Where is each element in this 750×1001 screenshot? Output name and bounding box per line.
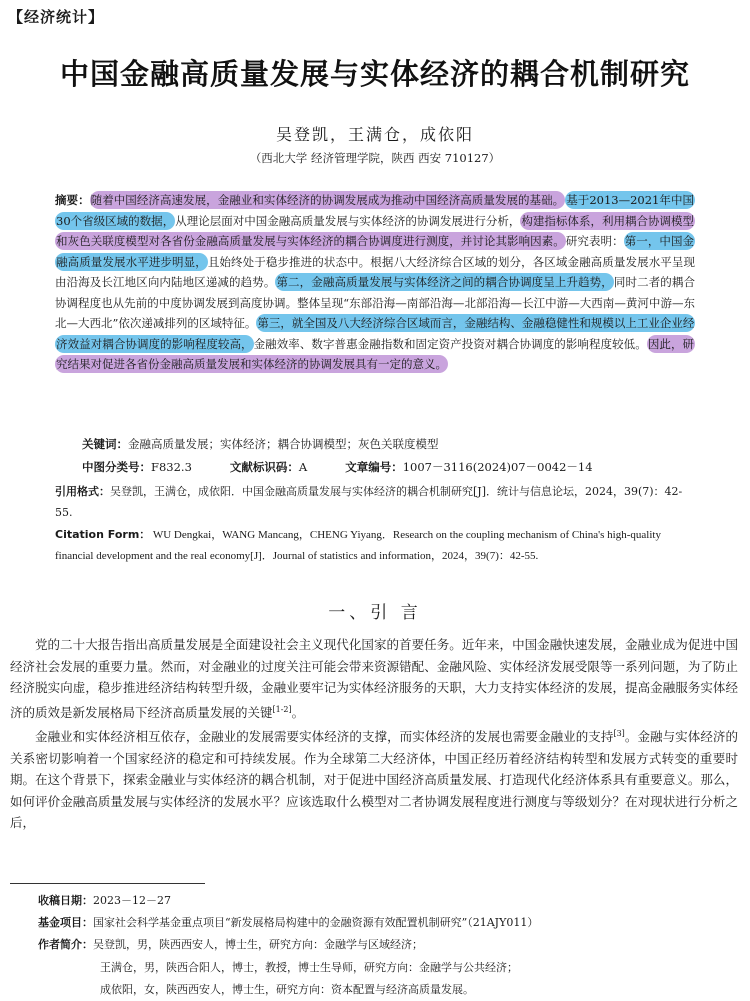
paper-title: 中国金融高质量发展与实体经济的耦合机制研究 (59, 57, 690, 91)
abstract-label: 摘要： (55, 193, 90, 207)
abstract-s2b: 从理论层面对中国金融高质量发展与实体经济的协调发展进行分析， (175, 213, 521, 228)
citation-en-label: Citation Form： (55, 528, 151, 541)
body-paragraph (10, 634, 738, 723)
keywords-text: 金融高质量发展；实体经济；耦合协调模型；灰色关联度模型 (128, 437, 439, 451)
author-bio-label: 作者简介： (38, 938, 93, 951)
fund-value: 国家社会科学基金重点项目“新发展格局构建中的金融资源有效配置机制研究”（21AJY011） (93, 916, 539, 929)
clc-value: F832.3 (151, 460, 192, 474)
citation-cn-text: 吴登凯，王满仓，成依阳．中国金融高质量发展与实体经济的耦合机制研究[J]．统计与信息论坛，2024，39(7)：42-55. (55, 485, 683, 519)
fund-label: 基金项目： (38, 916, 93, 929)
doc-code-value: A (298, 460, 308, 474)
column-tag: 【经济统计】 (8, 8, 105, 26)
highlight-abstract-s5a: 第三，就全国及八大经济综合区域而言，金融结构、金融稳健性和规模以上工业企业经济效益对耦合协调度的影响程度较高， (56, 316, 695, 351)
body-p2a-text: 金融业和实体经济相互依存，金融业的发展需要实体经济的支撑，而实体经济的发展也需要金融业的支持 (35, 729, 614, 745)
abstract-s3c: 且始终处于稳步推进的状态中。根据八大经济综合区域的划分，各区域金融高质量发展水平呈现由沿海及长江地区向内陆地区递减的趋势。 (55, 254, 695, 289)
highlight-abstract-s2a: 基于2013—2021年中国30个省级区域的数据， (56, 193, 695, 228)
clc-label: 中图分类号： (82, 460, 151, 474)
highlight-abstract-s6: 因此，研究结果对促进各省份金融高质量发展和实体经济的协调发展具有一定的意义。 (56, 336, 695, 371)
highlight-abstract-s1: 随着中国经济高速发展，金融业和实体经济的协调发展成为推动中国经济高质量发展的基础。 (90, 193, 565, 207)
abstract (55, 190, 695, 375)
author-bio-1: 吴登凯，男，陕西西安人，博士生，研究方向：金融学与区域经济； (93, 938, 423, 951)
doc-code-label: 文献标识码： (229, 460, 299, 474)
abstract-s4b: 同时二者的耦合协调程度也从先前的中度协调发展到高度协调。整体呈现“东部沿海—南部沿海—北部沿海—长江中游—大西南—黄河中游—东北—大西北”依次递减排列的区域特征。 (55, 275, 696, 330)
affiliation: （西北大学 经济管理学院，陕西 西安 710127） (249, 151, 501, 165)
author-list: 吴登凯，王满仓，成依阳 (275, 125, 474, 144)
highlight-abstract-s3b: 第一，中国金融高质量发展水平进步明显， (56, 234, 695, 269)
keywords-label: 关键词： (82, 437, 128, 451)
body-p1-text: 党的二十大报告指出高质量发展是全面建设社会主义现代化国家的首要任务。近年来，中国金融快速发展，金融业成为促进中国经济社会发展的重要力量。然而，对金融业的过度关注可能会带来资源错配、金融风险、实体经济发展受限等一系列问题，为了防止经济脱实向虚，稳步推进经济结构转型升级，金融业要牢记为实体经济服务的天职，大力支持实体经济的发展，提高金融服务实体经济的质效是新发展格局下经济高质量发展的关键 (10, 637, 738, 720)
author-bio (38, 934, 738, 956)
reference-marker: [1-2] (272, 704, 292, 714)
received-label: 收稿日期： (38, 894, 93, 907)
section-heading: 一、引 言 (328, 603, 422, 623)
fund-info (38, 912, 738, 934)
author-bio-3: 成依阳，女，陕西西安人，博士生，研究方向：资本配置与经济高质量发展。 (100, 983, 474, 996)
body-text (10, 634, 738, 834)
citation-cn (55, 481, 695, 523)
body-paragraph (10, 723, 738, 834)
keywords (82, 434, 722, 454)
footnote-divider (10, 883, 205, 884)
body-p2b-text: 。金融与实体经济的关系密切影响着一个国家经济的稳定和可持续发展。作为全球第二大经济体，中国正经历着经济结构转型和发展方式转变的重要时期。在这个背景下，探索金融业与实体经济的耦合机制，对于促进中国经济高质量发展、打造现代化经济体系具有重要意义。那么，如何评价金融高质量发展与实体经济的发展水平？应该选取什么模型对二者协调发展程度进行测度与等级划分？在对现状进行分析之后， (10, 729, 738, 831)
received-value: 2023－12－27 (93, 894, 171, 907)
abstract-s3a: 研究表明： (565, 234, 624, 248)
classification-line (82, 457, 722, 477)
citation-cn-label: 引用格式： (55, 485, 110, 498)
citation-en (55, 524, 695, 567)
received-date (38, 890, 738, 912)
abstract-s5b: 金融效率、数字普惠金融指数和固定资产投资对耦合协调度的影响程度较低。 (253, 336, 647, 351)
reference-marker: [3] (613, 729, 625, 739)
highlight-abstract-s2c: 构建指标体系，利用耦合协调模型和灰色关联度模型对各省份金融高质量发展与实体经济的耦合协调度进行测度，并讨论其影响因素。 (56, 213, 694, 248)
body-p1-end: 。 (291, 704, 305, 720)
author-bio-2: 王满仓，男，陕西合阳人，博士，教授，博士生导师，研究方向：金融学与公共经济； (100, 961, 518, 974)
article-number-label: 文章编号： (345, 460, 403, 474)
article-number-value: 1007－3116(2024)07－0042－14 (402, 460, 593, 474)
highlight-abstract-s4a: 第二，金融高质量发展与实体经济之间的耦合协调度呈上升趋势， (276, 275, 613, 289)
citation-en-text: WU Dengkai，WANG Mancang，CHENG Yiyang．Research on the coupling mechanism of China's high-quality financial development and the real economy[J]．Journal of statistics and information，2024，39(7)：42-55. (55, 529, 661, 562)
